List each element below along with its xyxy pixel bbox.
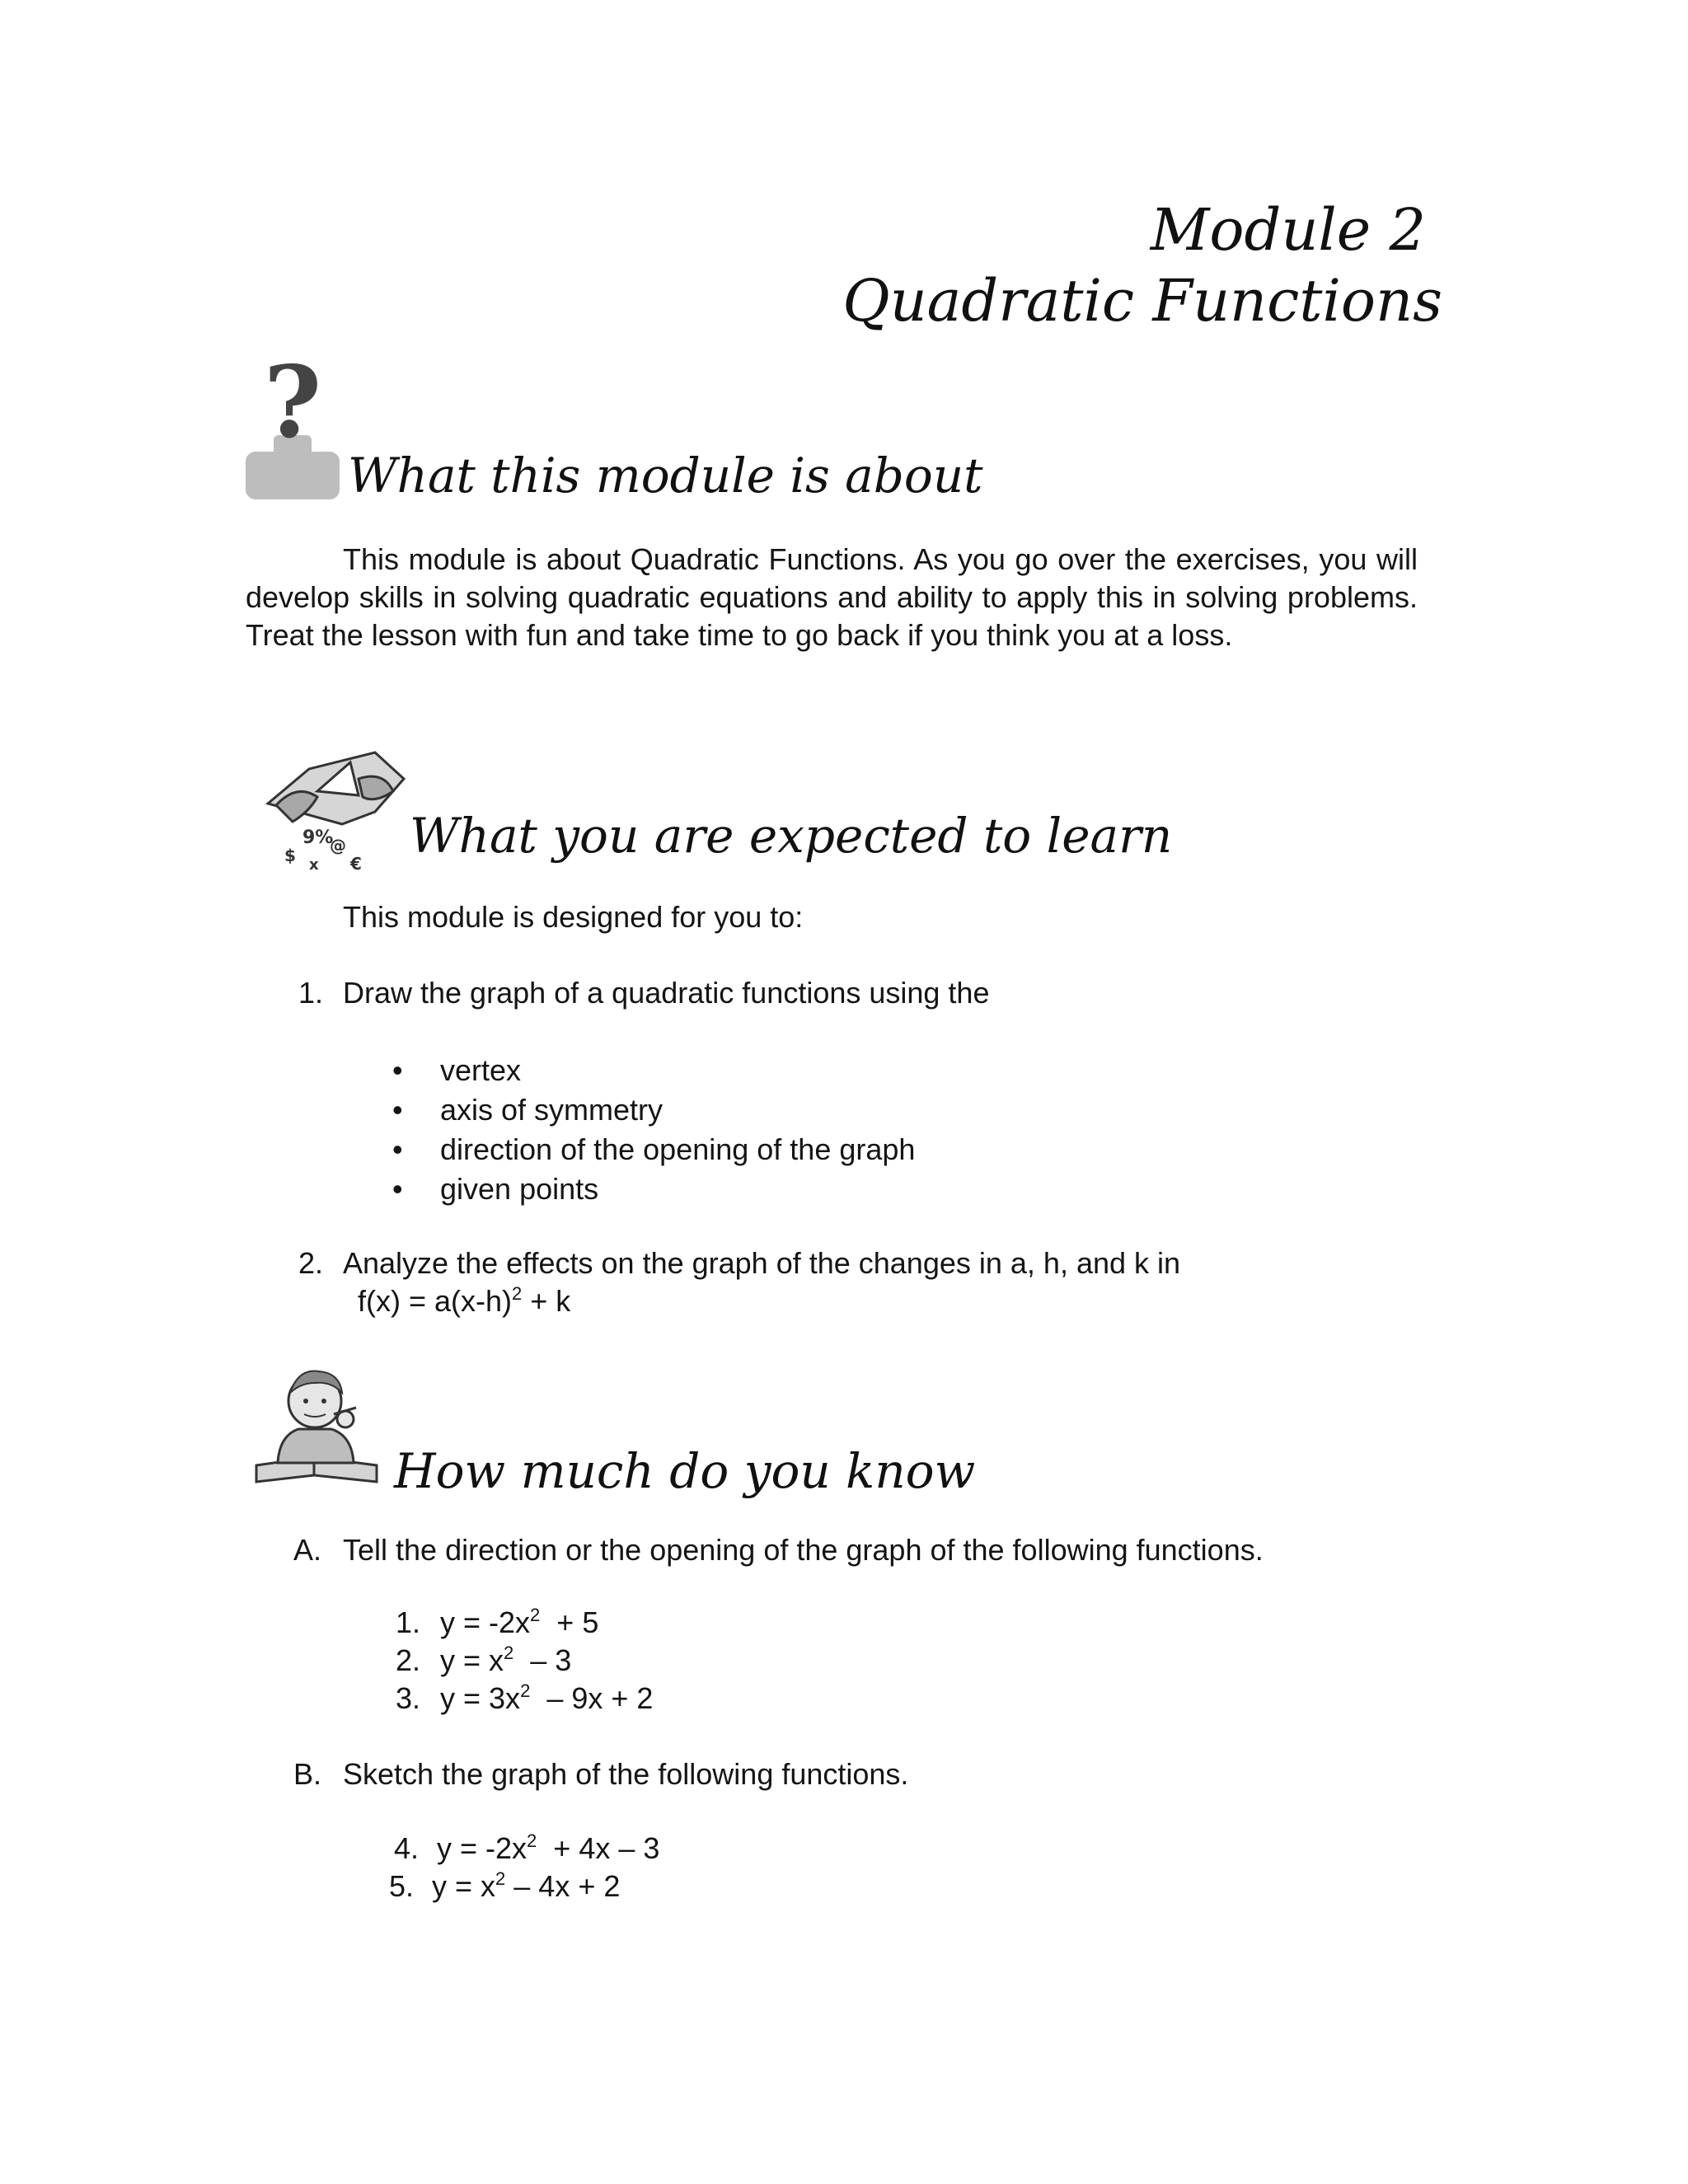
problem-expression: y = x (440, 1643, 504, 1677)
learn-item-2-text: Analyze the effects on the graph of the changes in a, h, and k in (343, 1246, 1181, 1280)
problem-expression-tail: – 3 (513, 1643, 572, 1677)
part-b-instruction (293, 1755, 908, 1793)
learn-item-1-number: 1. (298, 976, 323, 1010)
problem-expression: y = -2x (437, 1831, 528, 1865)
about-paragraph-text: This module is about Quadratic Functions. As you go over the exercises, you will develop skills in solving quadratic equations and ability to apply this in solving problems. Treat the lesson with fun and take time to go back if you think you at a loss. (246, 542, 1418, 652)
learn-item-1-text: Draw the graph of a quadratic functions using the (343, 976, 990, 1010)
problem-exponent: 2 (495, 1868, 506, 1889)
problem-expression-tail: + 5 (540, 1605, 599, 1639)
svg-text:$: $ (284, 846, 296, 865)
problem-exponent: 2 (520, 1680, 531, 1701)
bullet-text: vertex (440, 1053, 522, 1087)
problem-5 (386, 1868, 620, 1905)
formula-base: f(x) = a(x-h) (358, 1284, 513, 1318)
student-thinking-icon (253, 1360, 381, 1492)
bullet-text: direction of the opening of the graph (440, 1132, 916, 1166)
section-heading-about: What this module is about (348, 448, 983, 504)
math-hands-icon (251, 746, 408, 874)
list-item (392, 1169, 915, 1209)
problem-number: 2. (395, 1643, 420, 1677)
learn-bullet-list (392, 1051, 916, 1209)
problem-number: 5. (388, 1869, 414, 1903)
svg-text:?: ? (263, 354, 322, 461)
problem-expression: y = x (432, 1869, 496, 1903)
formula-exponent: 2 (512, 1283, 523, 1304)
problem-1 (392, 1604, 598, 1642)
svg-text:@: @ (330, 836, 346, 855)
formula-tail: + k (522, 1284, 571, 1318)
part-a-instruction (293, 1531, 1264, 1569)
bullet-text: axis of symmetry (440, 1093, 663, 1127)
problem-number: 4. (393, 1831, 419, 1865)
bullet-icon: • (392, 1093, 403, 1127)
module-number: Module 2 (1150, 196, 1426, 264)
problem-expression-tail: – 9x + 2 (530, 1681, 654, 1715)
learn-item-2-number: 2. (298, 1246, 323, 1280)
problem-3 (392, 1680, 653, 1718)
bullet-text: given points (440, 1172, 599, 1206)
learn-intro: This module is designed for you to: (343, 900, 804, 934)
svg-text:x: x (309, 856, 319, 874)
about-paragraph (246, 541, 1418, 654)
problem-number: 3. (395, 1681, 420, 1715)
learn-item-2 (290, 1244, 1180, 1282)
part-a-letter: A. (293, 1533, 322, 1567)
section-heading-learn: What you are expected to learn (410, 808, 1173, 864)
module-title: Quadratic Functions (842, 267, 1442, 335)
question-mark-icon (239, 354, 346, 507)
problem-expression-tail: + 4x – 3 (537, 1831, 660, 1865)
part-b-letter: B. (293, 1757, 322, 1791)
bullet-icon: • (392, 1172, 403, 1206)
list-item (392, 1090, 915, 1130)
part-a-text: Tell the direction or the opening of the graph of the following functions. (343, 1533, 1264, 1567)
problem-2 (392, 1642, 571, 1680)
learn-item-2-formula (358, 1282, 570, 1320)
problem-4 (391, 1830, 659, 1868)
section-heading-know: How much do you know (394, 1443, 976, 1499)
list-item (392, 1051, 915, 1090)
bullet-icon: • (392, 1132, 403, 1166)
learn-item-1 (290, 974, 989, 1012)
list-item (392, 1130, 916, 1169)
problem-expression: y = 3x (440, 1681, 521, 1715)
bullet-icon: • (392, 1053, 403, 1087)
problem-expression: y = -2x (440, 1605, 531, 1639)
problem-exponent: 2 (527, 1830, 537, 1851)
svg-text:€: € (350, 854, 362, 874)
problem-exponent: 2 (530, 1605, 541, 1625)
problem-exponent: 2 (504, 1643, 514, 1663)
part-b-text: Sketch the graph of the following functions. (343, 1757, 909, 1791)
problem-number: 1. (395, 1605, 420, 1639)
svg-text:9%: 9% (302, 827, 334, 848)
problem-expression-tail: – 4x + 2 (505, 1869, 621, 1903)
